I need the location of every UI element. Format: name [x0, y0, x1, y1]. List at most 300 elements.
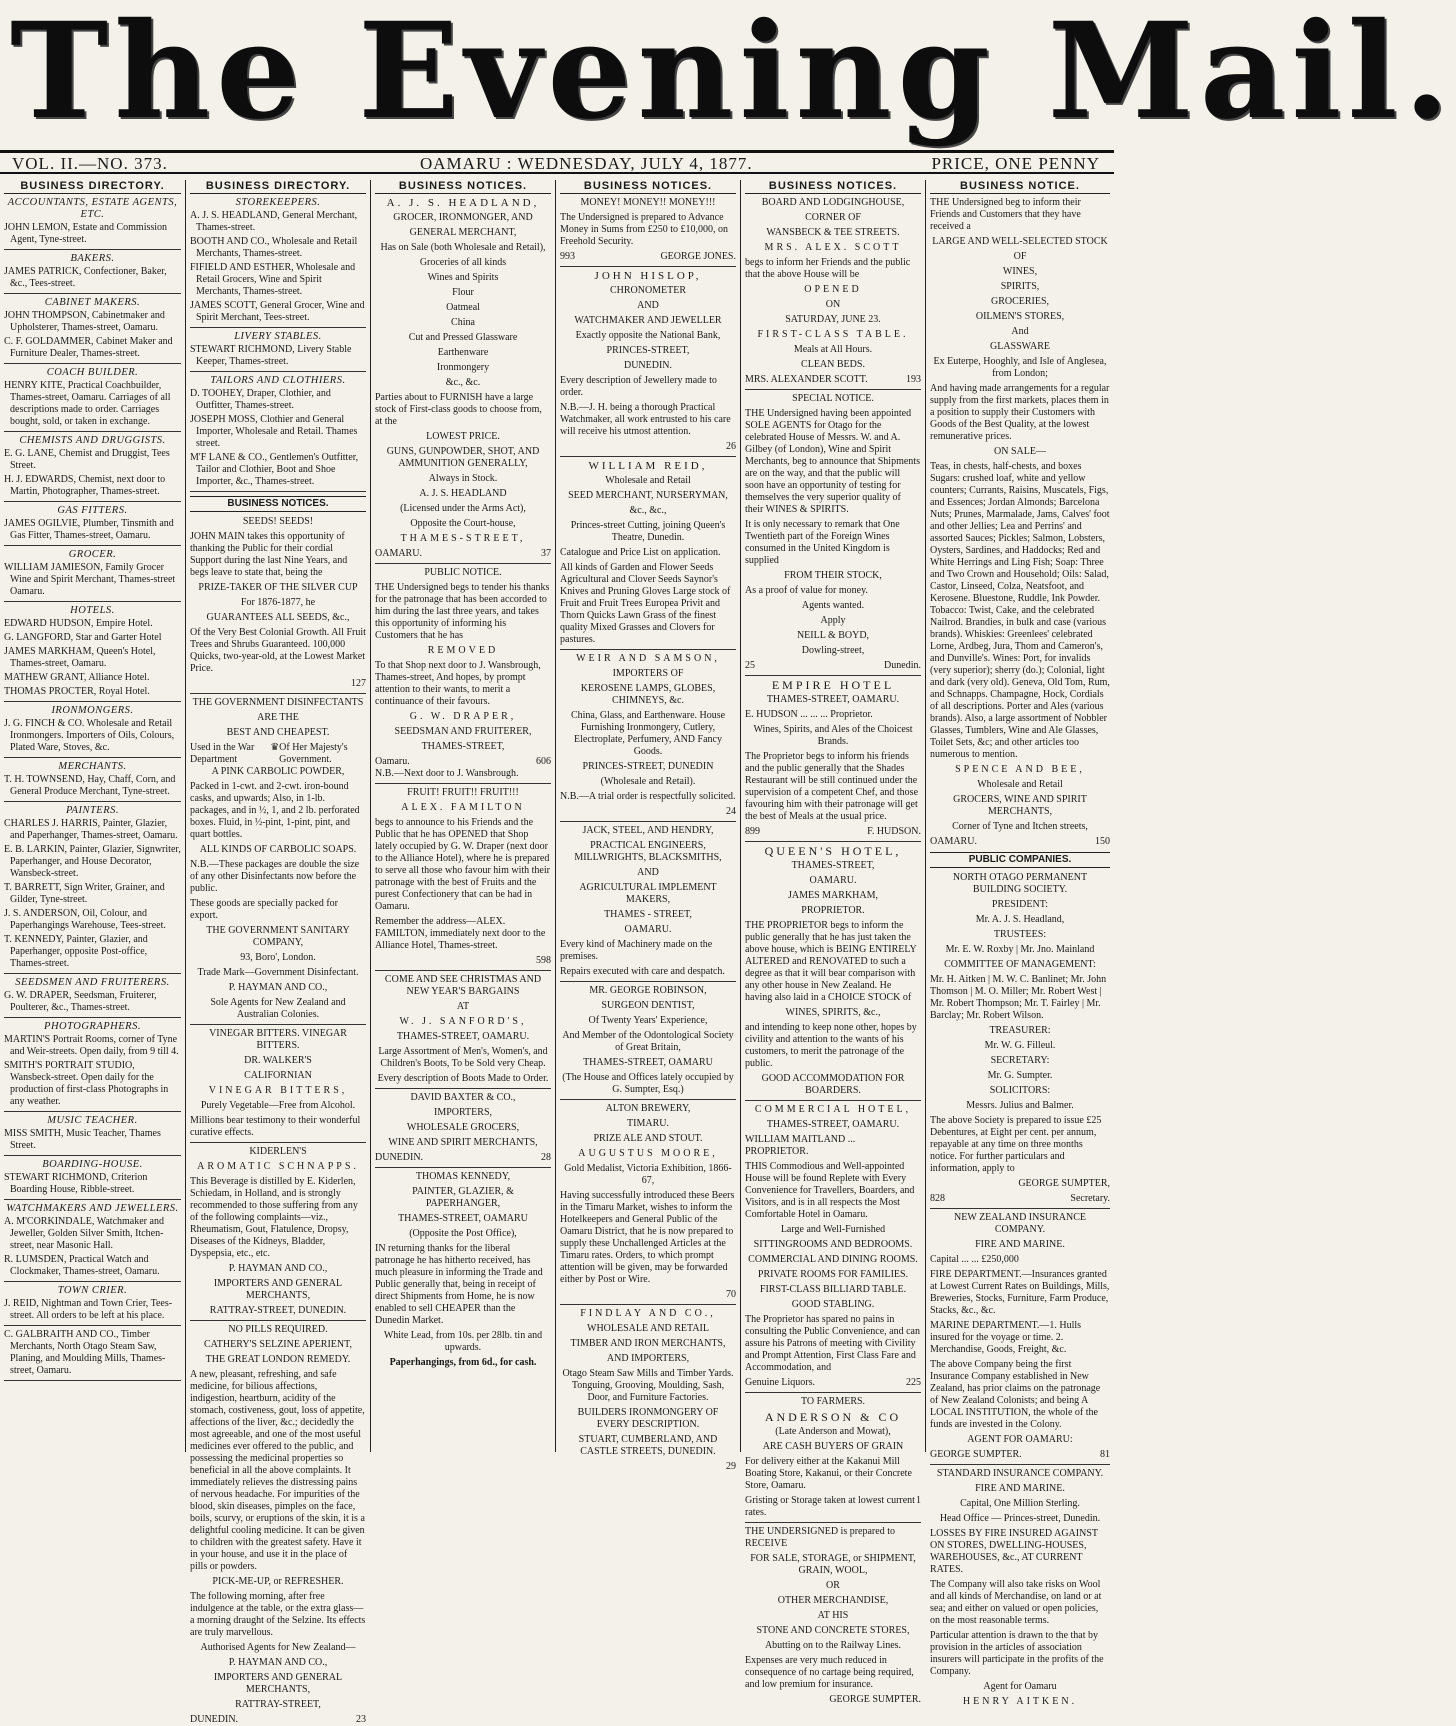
ad-line: AT: [456, 1001, 470, 1012]
ad-line: &c., &c.,: [629, 505, 667, 516]
column-business-notice-public-companies: [925, 180, 1114, 1707]
ad-line: ON SALE—: [994, 446, 1046, 457]
column-header: BUSINESS NOTICES.: [560, 180, 736, 194]
divider: [375, 563, 551, 564]
ad-line: ARE CASH BUYERS OF GRAIN: [762, 1441, 904, 1452]
divider: [560, 649, 736, 650]
farmers-advert: [745, 1396, 921, 1519]
ad-line: Secretary.: [1070, 1193, 1110, 1204]
ad-highlight: THE GOVERNMENT SANITARY COMPANY,: [206, 925, 350, 948]
directory-section-title: BAKERS.: [70, 253, 115, 264]
ad-number: 24: [726, 806, 736, 817]
divider: [560, 981, 736, 982]
ad-body: And having made arrangements for a regular supply from the first markets, places them in a position to supply their Customers with Goods of the Best Quality, at the lowest remunerative prices.: [930, 383, 1110, 442]
ad-line: OF: [1013, 251, 1027, 262]
ad-title: QUEEN'S HOTEL,: [764, 844, 902, 858]
ad-title: WEIR AND SAMSON,: [576, 653, 720, 664]
ad-title: PUBLIC NOTICE.: [424, 567, 502, 578]
ad-title: STANDARD INSURANCE COMPANY.: [936, 1468, 1104, 1479]
ad-line: CORNER OF: [805, 212, 861, 223]
ad-line: (Licensed under the Arms Act),: [400, 503, 526, 514]
ad-line: THAMES-STREET, OAMARU: [583, 1057, 713, 1068]
directory-entry: EDWARD HUDSON, Empire Hotel.: [4, 618, 153, 629]
ad-title: EMPIRE HOTEL: [771, 678, 895, 692]
findlay-advert: [560, 1308, 736, 1473]
ad-city: DUNEDIN.: [375, 1152, 424, 1163]
ad-line: Corner of Tyne and Itchen streets,: [952, 821, 1088, 832]
ad-line: WINE AND SPIRIT MERCHANTS,: [388, 1137, 538, 1148]
divider: [930, 1208, 1110, 1209]
directory-section-title: COACH BUILDER.: [46, 367, 139, 378]
ad-highlight: P. HAYMAN AND CO.,: [228, 1657, 328, 1668]
directory-entry: A. M'CORKINDALE, Watchmaker and Jeweller, Golden Silver Smith, Itchen-street, near Masonic Hall.: [4, 1216, 164, 1251]
ad-signature: GEORGE SUMPTER,: [1018, 1178, 1110, 1189]
directory-section-title: GAS FITTERS.: [57, 505, 128, 516]
ad-highlight: W. J. SANFORD'S,: [399, 1016, 527, 1027]
ad-line: Every description of Boots Made to Order.: [377, 1073, 549, 1084]
divider: [745, 841, 921, 842]
divider: [4, 973, 181, 974]
ad-line: PRACTICAL ENGINEERS, MILLWRIGHTS, BLACKSMITHS,: [574, 840, 722, 863]
column-header: BUSINESS NOTICES.: [745, 180, 921, 194]
ad-line: Purely Vegetable—Free from Alcohol.: [200, 1100, 356, 1111]
divider: [190, 1320, 366, 1321]
ad-line: THAMES-STREET,: [791, 860, 875, 871]
directory-section-title: STOREKEEPERS.: [235, 197, 321, 208]
ad-line: TRUSTEES:: [993, 929, 1047, 940]
ad-line: Exactly opposite the National Bank,: [575, 330, 721, 341]
ad-line: Wholesale and Retail: [605, 475, 691, 486]
directory-entry: D. TOOHEY, Draper, Clothier, and Outfitter, Thames-street.: [190, 388, 331, 411]
ad-line: Mr. A. J. S. Headland,: [975, 914, 1065, 925]
robinson-advert: [560, 985, 736, 1096]
vinegar-advert: [190, 1028, 366, 1139]
ad-body: THIS Commodious and Well-appointed House will be found Replete with Every Convenience for Travellers, Boarders, and Visitors, and is in all respects the Most Comfortable Hotel in Oamaru.: [745, 1161, 915, 1220]
ad-body: Expenses are very much reduced in consequence of no cartage being required, and low premium for insurance.: [745, 1655, 914, 1690]
ad-number: 29: [726, 1461, 736, 1472]
directory-section-title: IRONMONGERS.: [51, 705, 134, 716]
ad-line: SECRETARY:: [990, 1055, 1050, 1066]
directory-entry: WILLIAM JAMIESON, Family Grocer Wine and Spirit Merchant, Thames-street Oamaru.: [4, 562, 176, 597]
ad-line: RATTRAY-STREET, DUNEDIN.: [209, 1305, 347, 1316]
directory-entry: STEWART RICHMOND, Criterion Boarding House, Ribble-street.: [4, 1172, 148, 1195]
ad-line: BOARD AND LODGINGHOUSE,: [761, 197, 905, 208]
ad-body: begs to announce to his Friends and the Public that he has OPENED that Shop lately occupied by G. W. Draper (next door to the Alliance Hotel), where he is prepared to serve all those who favour him with their patronage with the best of Fruits and the purest Confectionery that can be had in Oamaru.: [375, 817, 550, 912]
ad-body: N.B.—A trial order is respectfully solicited.: [560, 791, 736, 802]
directory-sections: [190, 197, 366, 492]
ad-body: The Undersigned is prepared to Advance Money in Sums from £250 to £10,000, on Freehold Security.: [560, 212, 729, 247]
ad-body: For delivery either at the Kakanui Mill Boating Store, Kakanui, or their Concrete Store, Oamaru.: [745, 1456, 912, 1491]
goods-item: Cut and Pressed Glassware: [408, 332, 518, 343]
ad-line: THAMES-STREET, OAMARU.: [396, 1031, 530, 1042]
divider: [4, 1380, 181, 1381]
ad-title: ALTON BREWERY,: [605, 1103, 691, 1114]
ad-number: 37: [541, 548, 551, 559]
ad-line: AND: [637, 867, 659, 878]
reid-advert: [560, 460, 736, 646]
ad-line: DR. WALKER'S: [244, 1055, 312, 1066]
spence-bee-advert: [930, 197, 1110, 848]
directory-entry: G. W. DRAPER, Seedsman, Fruiterer, Poulterer, &c., Thames-street.: [4, 990, 157, 1013]
column-business-notices-1: [370, 180, 555, 1452]
ad-line: Messrs. Julius and Balmer.: [966, 1100, 1074, 1111]
ad-line: CHRONOMETER: [609, 285, 687, 296]
newspaper-title: The Evening Mail.: [10, 0, 1456, 149]
ad-title: NO PILLS REQUIRED.: [228, 1324, 328, 1335]
ad-title: DAVID BAXTER & CO.,: [410, 1092, 516, 1103]
directory-section-title: TOWN CRIER.: [57, 1285, 128, 1296]
ad-title: TO FARMERS.: [800, 1396, 866, 1407]
directory-section-title: PHOTOGRAPHERS.: [44, 1021, 141, 1032]
divider: [4, 601, 181, 602]
divider: [190, 371, 366, 372]
ad-line: IMPORTERS AND GENERAL MERCHANTS,: [213, 1278, 343, 1301]
ad-number: 70: [726, 1289, 736, 1300]
divider: [190, 327, 366, 328]
weir-advert: [560, 653, 736, 818]
headland-advert: [375, 197, 551, 560]
ad-footer: [375, 756, 551, 768]
goods-item: China: [451, 317, 475, 328]
ad-line: GROCER, IRONMONGER, AND: [393, 212, 533, 223]
disinfectants-advert: [190, 697, 366, 1021]
ad-body: THE Undersigned begs to tender his thanks for the patronage that has been accorded to him during the last three years, and takes this opportunity of informing his Customers that he has: [375, 582, 550, 641]
directory-entry: T. KENNEDY, Painter, Glazier, and Paperhanger, opposite Post-office, Thames-street.: [4, 934, 148, 969]
directory-section-title: SEEDSMEN AND FRUITERERS.: [15, 977, 170, 988]
ad-body: Catalogue and Price List on application.: [560, 547, 721, 558]
ad-highlight: ALEX. FAMILTON: [401, 802, 525, 813]
divider: [4, 545, 181, 546]
ad-line: CALIFORNIAN: [244, 1070, 312, 1081]
ad-body: THE Undersigned having been appointed SOLE AGENTS for Otago for the celebrated House of Messrs. W. and A. Gilbey (of London), Wine and Spirit Merchants, beg to announce that Shipments are on the way, and that the public will soon have an opportunity of testing for themselves the very superior quality of their WINES & SPIRITS.: [745, 408, 920, 515]
ad-body: A new, pleasant, refreshing, and safe medicine, for bilious affections, indigestion, heartburn, acidity of the stomach, costiveness, gout, loss of appetite, affections of the liver, &c.; decidedly the most agreeable, and one of the most useful medicines ever offered to the public, and possessing the medicinal properties so beneficial in all the above complaints. It immediately relieves the distressing pains of nervous headache. For impurities of the blood, skin diseases, pimples on the face, boils, scurvy, or eruptions of the skin, it is a delightful cooling medicine. It can be given to children with the greatest safety. Have it in your house, and use it in the place of pills or powders.: [190, 1369, 365, 1572]
ad-number: 828: [930, 1193, 945, 1204]
ad-body: and intending to keep none other, hopes by civility and attention to the wants of his customers, to merit the patronage of the public.: [745, 1022, 917, 1069]
ad-title: THE GOVERNMENT DISINFECTANTS: [192, 697, 364, 708]
ad-line: Wines, Spirits, and Ales of the Choicest Brands.: [753, 724, 913, 747]
ad-title: KIDERLEN'S: [249, 1146, 307, 1157]
money-advert: [560, 197, 736, 263]
ad-footer: [190, 1714, 366, 1726]
divider: [4, 1111, 181, 1112]
issue-price: PRICE, ONE PENNY: [931, 154, 1100, 173]
ad-line: COMMITTEE OF MANAGEMENT:: [944, 959, 1096, 970]
ad-title: COME AND SEE CHRISTMAS AND NEW YEAR'S BARGAINS: [384, 974, 542, 997]
ad-line: THAMES - STREET,: [604, 909, 692, 920]
column-business-directory-1: [0, 180, 185, 1452]
directory-section-title: HOTELS.: [70, 605, 115, 616]
ad-highlight: BEST AND CHEAPEST.: [226, 727, 330, 738]
goods-item: Earthenware: [437, 347, 489, 358]
ad-line: IMPORTERS AND GENERAL MERCHANTS,: [213, 1672, 343, 1695]
goods-item: GLASSWARE: [989, 341, 1050, 352]
ad-footer: [745, 1495, 921, 1519]
ad-title: MONEY! MONEY!! MONEY!!!: [580, 197, 716, 208]
goods-item: Oatmeal: [446, 302, 480, 313]
directory-entry: THOMAS PROCTER, Royal Hotel.: [4, 686, 150, 697]
ad-title: SPECIAL NOTICE.: [792, 393, 874, 404]
directory-section-title: CABINET MAKERS.: [44, 297, 141, 308]
directory-entry: JAMES MARKHAM, Queen's Hotel, Thames-street, Oamaru.: [4, 646, 156, 669]
issue-date: OAMARU : WEDNESDAY, JULY 4, 1877.: [420, 154, 753, 173]
ad-line: Head Office — Princes-street, Dunedin.: [939, 1513, 1101, 1524]
ad-body: The Proprietor has spared no pains in consulting the Public Convenience, and can assure his Patrons of meeting with Civility and Prompt Attention, First Class Fare and Accommodation, and: [745, 1314, 920, 1373]
divider: [930, 1464, 1110, 1465]
ad-body: This Beverage is distilled by E. Kiderlen, Schiedam, in Holland, and is strongly recommended to those suffering from any of the following complaints—viz., Rheumatism, Gout, Flatulence, Dropsy, Diseases of the Kidneys, Bladder, Dyspepsia, etc., etc.: [190, 1176, 358, 1259]
directory-entry: M'F LANE & CO., Gentlemen's Outfitter, Tailor and Clothier, Boot and Shoe Importer, &c., Thames-street.: [190, 452, 359, 487]
ad-line: Authorised Agents for New Zealand—: [200, 1642, 356, 1653]
ad-line: PRINCES-STREET, DUNEDIN: [582, 761, 714, 772]
divider: [375, 970, 551, 971]
volume-number: VOL. II.—NO. 373.: [12, 154, 168, 173]
goods-item: Ironmongery: [436, 362, 490, 373]
divider: [4, 1325, 181, 1326]
ad-title: FINDLAY AND CO.,: [580, 1308, 716, 1319]
ad-line: Abutting on to the Railway Lines.: [764, 1640, 902, 1651]
ad-footer: [745, 1377, 921, 1389]
fruit-advert: [375, 787, 551, 967]
directory-section-title: LIVERY STABLES.: [234, 331, 322, 342]
ad-line: GROCERS, WINE AND SPIRIT MERCHANTS,: [953, 794, 1087, 817]
ad-body: THE Undersigned beg to inform their Friends and Customers that they have received a: [930, 197, 1081, 232]
ad-line: OAMARU.: [809, 875, 857, 886]
ad-line: Gold Medalist, Victoria Exhibition, 1866-67,: [564, 1163, 732, 1186]
divider: [745, 389, 921, 390]
ad-body: Particular attention is drawn to the that by provision in the articles of association insurers will participate in the profits of the Company.: [930, 1630, 1104, 1677]
directory-section-title: PAINTERS.: [65, 805, 120, 816]
ad-line: 93, Boro', London.: [240, 952, 316, 963]
directory-section-title: WATCHMAKERS AND JEWELLERS.: [6, 1203, 179, 1214]
ad-title: WILLIAM REID,: [588, 460, 708, 472]
ad-body: Every kind of Machinery made on the premises.: [560, 939, 713, 962]
divider: [190, 1024, 366, 1025]
ad-number: 150: [1095, 836, 1110, 847]
directory-entry: FIFIELD AND ESTHER, Wholesale and Retail Grocers, Wine and Spirit Merchants, Thames-street.: [190, 262, 356, 297]
ad-line: KEROSENE LAMPS, GLOBES, CHIMNEYS, &c.: [580, 683, 716, 706]
ad-body: All kinds of Garden and Flower Seeds Agricultural and Clover Seeds Saynor's Knives and Pruning Gloves Large stock of Fruit and Fruit Trees Europea Privit and Thorn Quicks Lawn Grass of the finest quality Mixed Grasses and Clovers for pastures.: [560, 562, 731, 645]
ad-line: White Lead, from 10s. per 28lb. tin and upwards.: [383, 1330, 543, 1353]
ad-line: PRINCES-STREET,: [606, 345, 690, 356]
notices-header: BUSINESS NOTICES.: [190, 496, 366, 512]
ad-footer: [930, 1193, 1110, 1205]
ad-line: THAMES-STREET,: [400, 533, 526, 544]
ad-highlight: PICK-ME-UP, or REFRESHER.: [212, 1576, 344, 1587]
divider: [4, 431, 181, 432]
ad-footer: [745, 826, 921, 838]
ad-signature: F. HUDSON.: [867, 826, 921, 837]
directory-section-title: MUSIC TEACHER.: [47, 1115, 138, 1126]
directory-entry: MARTIN'S Portrait Rooms, corner of Tyne and Weir-streets. Open daily, from 9 till 4.: [4, 1034, 179, 1057]
schnapps-advert: [190, 1146, 366, 1317]
divider: [4, 1281, 181, 1282]
divider: [190, 491, 366, 492]
ad-footer: [930, 836, 1110, 848]
ad-body: Parties about to FURNISH have a large stock of First-class goods to choose from, at the: [375, 392, 542, 427]
standard-insurance-advert: [930, 1468, 1110, 1708]
ad-line: WHOLESALE GROCERS,: [406, 1122, 520, 1133]
directory-entry: JAMES PATRICK, Confectioner, Baker, &c., Tees-street.: [4, 266, 167, 289]
divider: [745, 1522, 921, 1523]
directory-section-title: TAILORS AND CLOTHIERS.: [210, 375, 346, 386]
ad-body: N.B.—Next door to J. Wansbrough.: [375, 768, 519, 779]
directory-entry: E. G. LANE, Chemist and Druggist, Tees Street.: [4, 448, 170, 471]
sumpter-advert: [745, 1526, 921, 1706]
ad-line: Dowling-street,: [801, 645, 865, 656]
divider: [4, 363, 181, 364]
royal-crest-icon: ♛: [270, 742, 280, 753]
column-business-notices-2: [555, 180, 740, 1472]
ad-body: N.B.—These packages are double the size of any other Disinfectants now before the public.: [190, 859, 360, 894]
ad-line: PRIVATE ROOMS FOR FAMILIES.: [757, 1269, 909, 1280]
column-header: BUSINESS NOTICES.: [375, 180, 551, 194]
ad-body: Repairs executed with care and despatch.: [560, 966, 725, 977]
columns: [0, 180, 1114, 1725]
ad-body: To that Shop next door to J. Wansbrough, Thames-street, And hopes, by prompt attention to their wants, to merit a continuance of their favours.: [375, 660, 541, 707]
ad-line: ON: [825, 299, 841, 310]
alton-brewery-advert: [560, 1103, 736, 1301]
divider: [745, 1392, 921, 1393]
ad-highlight: NEILL & BOYD,: [796, 630, 870, 641]
empire-hotel-advert: [745, 679, 921, 838]
ad-highlight: SPENCE AND BEE,: [955, 764, 1085, 775]
ad-line: (Opposite the Post Office),: [409, 1228, 517, 1239]
ad-line: TREASURER:: [989, 1025, 1051, 1036]
ad-line: Always in Stock.: [428, 473, 498, 484]
ad-line: PROPRIETOR.: [801, 905, 865, 916]
goods-item: Flour: [452, 287, 474, 298]
divider: [375, 1088, 551, 1089]
directory-entry: J. REID, Nightman and Town Crier, Tees-street. All orders to be left at his place.: [4, 1298, 173, 1321]
ad-body: FIRE DEPARTMENT.—Insurances granted at Lowest Current Rates on Buildings, Mills, Breweries, Stocks, Furniture, Farm Produce, Stacks, &c., &c.: [930, 1269, 1110, 1316]
public-companies-header: PUBLIC COMPANIES.: [930, 852, 1110, 868]
ad-footer: [375, 548, 551, 560]
ad-body: These goods are specially packed for export.: [190, 898, 338, 921]
ad-line: RATTRAY-STREET,: [235, 1699, 321, 1710]
ad-signature: GEORGE JONES.: [660, 251, 736, 262]
divider: [375, 783, 551, 784]
ad-number: 193: [906, 374, 921, 385]
ad-line: As a proof of value for money.: [745, 585, 868, 596]
directory-section-title: MERCHANTS.: [58, 761, 127, 772]
ad-body: The above Society is prepared to issue £25 Debentures, at Eight per cent. per annum, repayable at any time on three months notice. For further particulars and information, apply to: [930, 1115, 1102, 1174]
directory-entry: CHARLES J. HARRIS, Painter, Glazier, and Paperhanger, Thames-street, Oamaru.: [4, 818, 178, 841]
ad-title: MRS. ALEX. SCOTT: [764, 242, 902, 253]
directory-entry: BOOTH AND CO., Wholesale and Retail Merchants, Thames-street.: [190, 236, 358, 259]
ad-title: NEW ZEALAND INSURANCE COMPANY.: [953, 1212, 1087, 1235]
divider: [560, 1304, 736, 1305]
directory-entry: JOHN LEMON, Estate and Commission Agent, Tyne-street.: [4, 222, 168, 245]
ad-line: OAMARU.: [624, 924, 672, 935]
ad-line: WATCHMAKER AND JEWELLER: [574, 315, 722, 326]
divider: [4, 501, 181, 502]
ad-highlight: FIRST-CLASS TABLE.: [757, 329, 909, 340]
ad-number: 606: [536, 756, 551, 767]
directory-entry: HENRY KITE, Practical Coachbuilder, Thames-street, Oamaru. Carriages of all descriptions made to order. Carriages bought, sold, or taken in exchange.: [4, 380, 171, 427]
ad-line: GOOD STABLING.: [791, 1299, 875, 1310]
ad-highlight: P. HAYMAN AND CO.,: [228, 1263, 328, 1274]
directory-entry: C. F. GOLDAMMER, Cabinet Maker and Furniture Dealer, Thames-street.: [4, 336, 173, 359]
divider: [190, 693, 366, 694]
ad-city: Dunedin.: [884, 660, 921, 671]
ad-body: The Proprietor begs to inform his friends and the public generally that the Shades Restaurant will be still continued under the supervision of a competent Chef, and those favouring him with their patronage will get the best of Meals at the usual price.: [745, 751, 919, 822]
divider: [4, 1017, 181, 1018]
ad-number: 225: [906, 1377, 921, 1388]
special-notice: [745, 393, 921, 672]
directory-entry: JAMES OGILVIE, Plumber, Tinsmith and Gas Fitter, Thames-street, Oamaru.: [4, 518, 174, 541]
ad-line: THE GREAT LONDON REMEDY.: [205, 1354, 351, 1365]
ad-body: N.B.—J. H. being a thorough Practical Watchmaker, all work entrusted to his care will receive his utmost attention.: [560, 402, 731, 437]
ad-number: 598: [536, 955, 551, 966]
ad-line: ARE THE: [257, 712, 299, 723]
ad-body: IN returning thanks for the liberal patronage he has hitherto received, has much pleasure in informing the Trade and Public generally that, being in receipt of direct Shipments from Home, he is now enabled to sell CHEAPER than the Dunedin Market.: [375, 1243, 543, 1326]
divider: [745, 1100, 921, 1101]
ad-line: SATURDAY, JUNE 23.: [785, 314, 881, 325]
ad-line: TIMARU.: [627, 1118, 669, 1129]
ad-line: FIRE AND MARINE.: [975, 1239, 1065, 1250]
ad-city: OAMARU.: [375, 548, 422, 559]
ad-line: Used in the War Department: [190, 742, 255, 765]
scott-boarding-advert: [745, 197, 921, 386]
ad-line: DUNEDIN.: [623, 360, 673, 371]
ad-line: THAMES-STREET, OAMARU: [398, 1213, 528, 1224]
goods-item: Groceries of all kinds: [419, 257, 507, 268]
directory-entry: JOHN THOMPSON, Cabinetmaker and Upholsterer, Thames-street, Oamaru.: [4, 310, 165, 333]
ad-highlight: AROMATIC SCHNAPPS.: [197, 1161, 359, 1172]
kennedy-advert: [375, 1171, 551, 1369]
ad-line: SEEDSMAN AND FRUITERER,: [394, 726, 532, 737]
ad-line: SURGEON DENTIST,: [601, 1000, 695, 1011]
goods-item: &c., &c.: [445, 377, 481, 388]
divider: [4, 249, 181, 250]
ad-highlight: P. HAYMAN AND CO.,: [228, 982, 328, 993]
divider: [4, 293, 181, 294]
ad-line: Trade Mark—Government Disinfectant.: [197, 967, 359, 978]
ad-body: The following morning, after free indulgence at the table, or the extra glass—a morning draught of the Selzine. Its effects are truly marvellous.: [190, 1591, 366, 1638]
divider: [4, 1155, 181, 1156]
ad-signature: GEORGE SUMPTER.: [930, 1449, 1022, 1460]
building-society-advert: [930, 872, 1110, 1205]
ad-title: VINEGAR BITTERS. VINEGAR BITTERS.: [209, 1028, 347, 1051]
ad-body: The Company will also take risks on Wool and all kinds of Merchandise, on land or at sea; and either on valued or open policies, on the most reasonable terms.: [930, 1579, 1102, 1626]
ad-line: AND: [637, 300, 659, 311]
ad-title: JOHN HISLOP,: [594, 270, 702, 282]
ad-highlight: LOWEST PRICE.: [426, 431, 500, 442]
directory-section-title: BOARDING-HOUSE.: [42, 1159, 143, 1170]
goods-item: SPIRITS,: [1000, 281, 1040, 292]
crest-row: [190, 742, 366, 766]
ad-highlight: A. J. S. HEADLAND: [419, 488, 507, 499]
ad-highlight: CATHERY'S SELZINE APERIENT,: [203, 1339, 352, 1350]
ad-line: GENERAL MERCHANT,: [409, 227, 517, 238]
ad-line: Gristing or Storage taken at lowest current rates.: [745, 1495, 915, 1518]
ad-line: Paperhangings, from 6d., for cash.: [389, 1357, 537, 1368]
ad-line: SEED MERCHANT, NURSERYMAN,: [568, 490, 728, 501]
divider: [560, 266, 736, 267]
directory-section-title: ACCOUNTANTS, ESTATE AGENTS, ETC.: [7, 197, 178, 220]
ad-line: Capital, One Million Sterling.: [960, 1498, 1080, 1509]
directory-entry: G. LANGFORD, Star and Garter Hotel: [4, 632, 162, 643]
directory-entry: R. LUMSDEN, Practical Watch and Clockmaker, Thames-street, Oamaru.: [4, 1254, 160, 1277]
ad-body: THE UNDERSIGNED is prepared to RECEIVE: [745, 1526, 895, 1549]
ad-highlight: WINES, SPIRITS, &c.,: [785, 1007, 881, 1018]
ad-number: 81: [1100, 1449, 1110, 1460]
ad-line: Princes-street Cutting, joining Queen's Theatre, Dunedin.: [570, 520, 726, 543]
goods-list: [375, 257, 551, 389]
ad-line: AGENT FOR OAMARU:: [967, 1434, 1073, 1445]
ad-line: SOLICITORS:: [989, 1085, 1051, 1096]
column-header: BUSINESS NOTICE.: [930, 180, 1110, 194]
draper-notice: [375, 567, 551, 780]
